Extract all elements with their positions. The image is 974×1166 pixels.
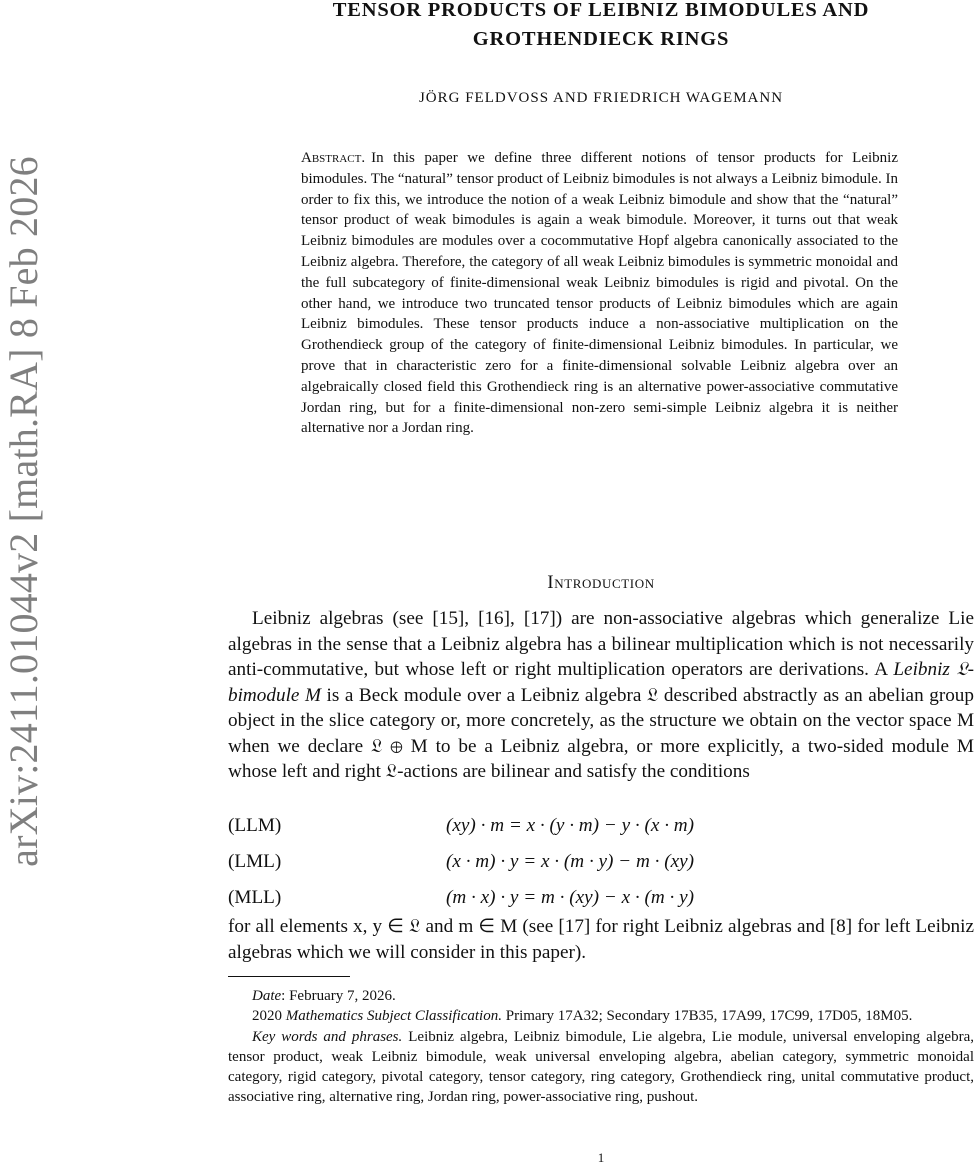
equation-lml [228,844,974,880]
footnote-date [228,986,974,1006]
equation-tag: (LML) [228,851,282,872]
equation-expression: (x · m) · y = x · (m · y) − m · (xy) [446,851,695,872]
keywords-value: Leibniz algebra, Leibniz bimodule, Lie algebra, Lie module, universal enveloping algebra, tensor product, weak Leibniz bimodule, weak universal enveloping algebra, abelian category, symmetric monoidal category, rigid category, pivotal category, tensor category, ring category, Grothendieck ring, unital commutative product, associative ring, alternative ring, Jordan ring, power-associative ring, pushout. [228,1028,974,1106]
footnote-msc [228,1006,974,1026]
equation-expression: (xy) · m = x · (y · m) − y · (x · m) [446,815,695,836]
keywords-label: Key words and phrases. [252,1028,403,1045]
authors: JÖRG FELDVOSS AND FRIEDRICH WAGEMANN [418,90,784,106]
msc-label: Mathematics Subject Classification. [285,1008,502,1025]
msc-prefix: 2020 [252,1008,286,1025]
arxiv-id: arXiv:2411.01044v2 [math.RA] 8 Feb 2026 [0,156,46,867]
date-value: : February 7, 2026. [281,988,396,1004]
msc-value: Primary 17A32; Secondary 17B35, 17A99, 17C99, 17D05, 18M05. [501,1008,913,1025]
page-number: 1 [597,1150,605,1165]
section-heading: Introduction [547,572,655,593]
equation-block [228,808,974,916]
title-line-1: TENSOR PRODUCTS OF LEIBNIZ BIMODULES AND [332,0,870,21]
equation-tag: (MLL) [228,887,282,908]
intro-text-c: for all elements x, y ∈ 𝔏 and m ∈ M (see [17] for right Leibniz algebras and [8] for left Leibniz algebras which we will consider in this paper). [228,916,974,963]
equation-llm [228,808,974,844]
equation-tag: (LLM) [228,815,282,836]
intro-text-b: is a Beck module over a Leibniz algebra 𝔏 described abstractly as an abelian group object in the slice category or, more concretely, as the structure we obtain on the vector space M when we declare 𝔏 ⊕ M to be a Leibniz algebra, or more explicitly, a two-sided module M whose left and right 𝔏-actions are bilinear and satisfy the conditions [228,684,974,782]
equation-mll [228,880,974,916]
arxiv-sidebar-stamp [0,133,48,890]
footnote-keywords [228,1027,974,1108]
abstract-text: In this paper we define three different notions of tensor products for Leibniz bimodules. The “natural” tensor product of Leibniz bimodules is not always a Leibniz bimodule. In order to fix this, we introduce the notion of a weak Leibniz bimodule and show that the “natural” tensor product of weak bimodules is again a weak bimodule. Moreover, it turns out that weak Leibniz bimodules are modules over a cocommutative Hopf algebra canonically associated to the Leibniz algebra. Therefore, the category of all weak Leibniz bimodules is symmetric monoidal and the full subcategory of finite-dimensional weak Leibniz bimodules is rigid and pivotal. On the other hand, we introduce two truncated tensor products of Leibniz bimodules which are again Leibniz bimodules. These tensor products induce a non-associative multiplication on the Grothendieck group of the category of finite-dimensional Leibniz bimodules. In particular, we prove that in characteristic zero for a finite-dimensional solvable Leibniz algebra over an algebraically closed field this Grothendieck ring is an alternative power-associative commutative Jordan ring, but for a finite-dimensional non-zero semi-simple Leibniz algebra it is neither alternative nor a Jordan ring. [301,150,898,437]
paper-title [228,0,974,54]
intro-emphasis: Leibniz 𝔏-bimodule M [228,659,974,706]
footnote-rule [228,976,350,977]
intro-continuation [228,914,974,965]
intro-text-a: Leibniz algebras (see [15], [16], [17]) are non-associative algebras which generalize Lie algebras in the sense that a Leibniz algebra has a bilinear multiplication which is not necessarily anti-commutative, but whose left or right multiplication operators are derivations. A [228,608,974,680]
intro-paragraph [228,606,974,785]
abstract [301,148,898,439]
equation-expression: (m · x) · y = m · (xy) − x · (m · y) [446,887,695,908]
date-label: Date [252,988,282,1004]
abstract-label: Abstract. [301,150,366,166]
footnotes [228,986,974,1108]
title-line-2: GROTHENDIECK RINGS [472,28,730,50]
